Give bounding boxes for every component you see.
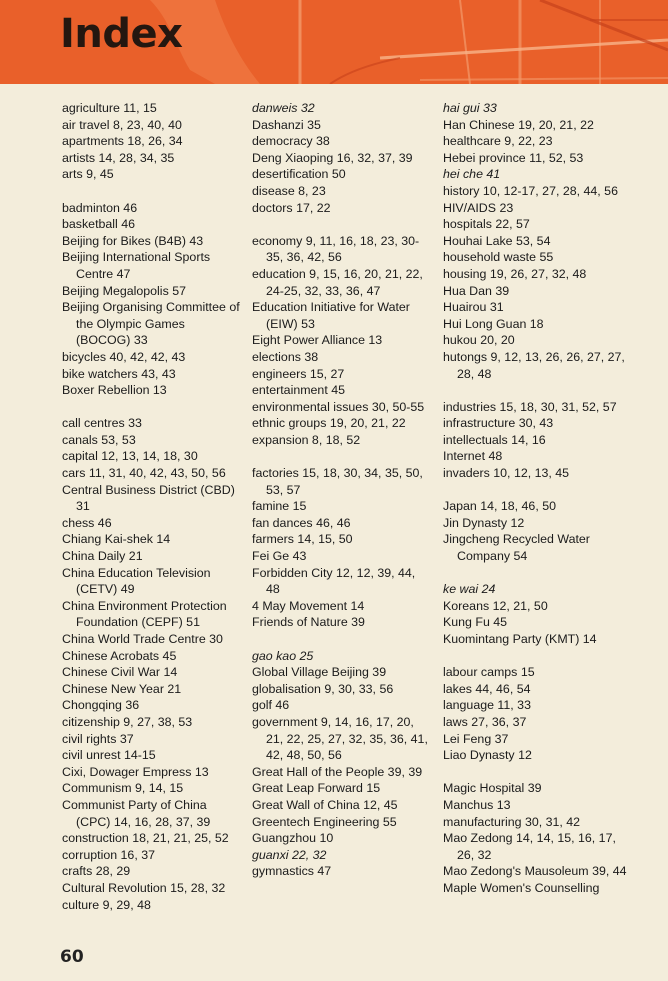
index-entry: intellectuals 14, 16 [443, 432, 546, 447]
index-entry: China Education Television (CETV) 49 [62, 565, 211, 597]
index-entry: China Daily 21 [62, 549, 143, 564]
index-entry: Global Village Beijing 39 [252, 665, 387, 680]
index-entry: education 9, 15, 16, 20, 21, 22, 24-25, 32, 33, 36, 47 [252, 266, 423, 298]
index-entry: Beijing Megalopolis 57 [62, 283, 186, 298]
index-entry: Maple Women's Counselling [443, 880, 600, 895]
index-entry: Huairou 31 [443, 300, 504, 315]
index-entry: Chiang Kai-shek 14 [62, 532, 171, 547]
index-column-3 [443, 100, 633, 897]
index-entry: hospitals 22, 57 [443, 217, 530, 232]
index-entry: Hua Dan 39 [443, 283, 510, 298]
index-entry: invaders 10, 12, 13, 45 [443, 466, 570, 481]
page-number: 60 [60, 947, 84, 967]
index-entry: manufacturing 30, 31, 42 [443, 814, 581, 829]
index-entry: housing 19, 26, 27, 32, 48 [443, 266, 587, 281]
index-entry: Jingcheng Recycled Water Company 54 [443, 532, 590, 564]
index-entry: 4 May Movement 14 [252, 598, 365, 613]
index-entry: disease 8, 23 [252, 183, 326, 198]
index-entry: citizenship 9, 27, 38, 53 [62, 714, 193, 729]
index-entry: construction 18, 21, 21, 25, 52 [62, 831, 229, 846]
index-entry: Boxer Rebellion 13 [62, 383, 167, 398]
index-entry: basketball 46 [62, 217, 136, 232]
index-entry: ke wai 24 [443, 582, 496, 597]
index-entry: Lei Feng 37 [443, 731, 509, 746]
index-entry: chess 46 [62, 515, 112, 530]
index-entry: Deng Xiaoping 16, 32, 37, 39 [252, 150, 413, 165]
index-entry: desertification 50 [252, 167, 346, 182]
index-entry: Japan 14, 18, 46, 50 [443, 499, 556, 514]
index-entry: Chinese Civil War 14 [62, 665, 178, 680]
index-entry: infrastructure 30, 43 [443, 416, 554, 431]
index-entry: Great Wall of China 12, 45 [252, 797, 398, 812]
index-entry: Internet 48 [443, 449, 503, 464]
index-entry: agriculture 11, 15 [62, 101, 157, 115]
index-entry: Education Initiative for Water (EIW) 53 [252, 300, 410, 331]
index-entry: artists 14, 28, 34, 35 [62, 150, 175, 165]
index-entry: laws 27, 36, 37 [443, 714, 527, 729]
index-entry: Great Leap Forward 15 [252, 781, 381, 796]
index-entry: Kuomintang Party (KMT) 14 [443, 632, 597, 646]
index-entry: hukou 20, 20 [443, 333, 515, 348]
page-title: Index [60, 11, 183, 57]
index-entry: hei che 41 [443, 167, 501, 182]
index-entry: Chinese Acrobats 45 [62, 648, 177, 663]
index-entry: Greentech Engineering 55 [252, 814, 397, 829]
index-entry: hai gui 33 [443, 101, 497, 115]
index-entry: danweis 32 [252, 101, 315, 115]
index-entry: Chongqing 36 [62, 698, 140, 713]
index-entry: Han Chinese 19, 20, 21, 22 [443, 117, 594, 132]
index-entry: gymnastics 47 [252, 864, 332, 879]
index-entry: Mao Zedong's Mausoleum 39, 44 [443, 864, 627, 879]
index-entry: industries 15, 18, 30, 31, 52, 57 [443, 399, 617, 414]
index-entry: Friends of Nature 39 [252, 615, 365, 630]
index-entry: Magic Hospital 39 [443, 781, 542, 796]
index-entry: capital 12, 13, 14, 18, 30 [62, 449, 198, 464]
index-entry: democracy 38 [252, 134, 330, 149]
index-entry: Manchus 13 [443, 797, 511, 812]
index-entry: Cixi, Dowager Empress 13 [62, 764, 209, 779]
index-entry: lakes 44, 46, 54 [443, 681, 531, 696]
index-entry: environmental issues 30, 50-55 [252, 399, 425, 414]
index-entry: HIV/AIDS 23 [443, 200, 514, 215]
index-entry: globalisation 9, 30, 33, 56 [252, 681, 394, 696]
index-entry: China World Trade Centre 30 [62, 632, 223, 646]
index-entry: famine 15 [252, 499, 307, 514]
index-entry: ethnic groups 19, 20, 21, 22 [252, 416, 406, 431]
index-entry: expansion 8, 18, 52 [252, 432, 361, 447]
index-column-1 [62, 100, 240, 913]
index-entry: golf 46 [252, 698, 290, 713]
index-entry: corruption 16, 37 [62, 847, 155, 862]
index-entry: government 9, 14, 16, 17, 20, 21, 22, 25, 27, 32, 35, 36, 41, 42, 48, 50, 56 [252, 714, 428, 763]
index-entry: Guangzhou 10 [252, 831, 334, 846]
index-entry: history 10, 12-17, 27, 28, 44, 56 [443, 183, 618, 198]
index-entry: Fei Ge 43 [252, 549, 307, 564]
index-entry: cars 11, 31, 40, 42, 43, 50, 56 [62, 466, 226, 481]
index-entry: engineers 15, 27 [252, 366, 345, 381]
index-entry: guanxi 22, 32 [252, 847, 327, 862]
index-entry: Koreans 12, 21, 50 [443, 598, 548, 613]
index-entry: badminton 46 [62, 200, 138, 215]
index-entry: Beijing International Sports Centre 47 [62, 250, 211, 281]
index-entry: Eight Power Alliance 13 [252, 333, 383, 348]
index-entry: Jin Dynasty 12 [443, 515, 525, 530]
index-entry: language 11, 33 [443, 698, 531, 713]
index-entry: culture 9, 29, 48 [62, 897, 151, 912]
index-entry: hutongs 9, 12, 13, 26, 26, 27, 27, 28, 48 [443, 349, 625, 381]
index-entry: Dashanzi 35 [252, 117, 321, 132]
index-entry: Houhai Lake 53, 54 [443, 233, 551, 248]
index-entry: Great Hall of the People 39, 39 [252, 764, 423, 779]
index-entry: Communist Party of China (CPC) 14, 16, 28, 37, 39 [62, 797, 211, 829]
index-entry: Hui Long Guan 18 [443, 316, 544, 331]
index-entry: Beijing for Bikes (B4B) 43 [62, 233, 204, 248]
index-entry: Cultural Revolution 15, 28, 32 [62, 880, 226, 895]
index-entry: fan dances 46, 46 [252, 515, 351, 530]
index-entry: bicycles 40, 42, 42, 43 [62, 349, 186, 364]
index-entry: Liao Dynasty 12 [443, 748, 532, 763]
index-entry: apartments 18, 26, 34 [62, 134, 183, 149]
index-entry: Kung Fu 45 [443, 615, 508, 630]
index-entry: crafts 28, 29 [62, 864, 131, 879]
index-entry: Hebei province 11, 52, 53 [443, 150, 584, 165]
index-entry: China Environment Protection Foundation (CEPF) 51 [62, 598, 227, 630]
index-entry: call centres 33 [62, 416, 142, 431]
index-entry: Beijing Organising Committee of the Olympic Games (BOCOG) 33 [62, 300, 240, 348]
index-entry: Chinese New Year 21 [62, 681, 182, 696]
index-entry: arts 9, 45 [62, 167, 114, 182]
index-entry: gao kao 25 [252, 648, 314, 663]
index-entry: Central Business District (CBD) 31 [62, 482, 235, 514]
index-entry: Forbidden City 12, 12, 39, 44, 48 [252, 565, 416, 597]
index-entry: doctors 17, 22 [252, 200, 331, 215]
index-entry: factories 15, 18, 30, 34, 35, 50, 53, 57 [252, 466, 423, 497]
index-entry: healthcare 9, 22, 23 [443, 134, 553, 149]
index-entry: civil rights 37 [62, 731, 134, 746]
index-entry: elections 38 [252, 349, 319, 364]
index-entry: farmers 14, 15, 50 [252, 532, 353, 547]
index-entry: Mao Zedong 14, 14, 15, 16, 17, 26, 32 [443, 831, 616, 862]
index-entry: economy 9, 11, 16, 18, 23, 30-35, 36, 42, 56 [252, 233, 420, 265]
index-column-2 [252, 100, 430, 880]
index-entry: bike watchers 43, 43 [62, 366, 176, 381]
index-entry: entertainment 45 [252, 383, 345, 398]
index-entry: canals 53, 53 [62, 432, 136, 447]
index-entry: air travel 8, 23, 40, 40 [62, 117, 182, 132]
index-entry: civil unrest 14-15 [62, 748, 156, 763]
index-entry: household waste 55 [443, 250, 554, 265]
index-header-banner [0, 0, 668, 84]
index-entry: labour camps 15 [443, 665, 535, 680]
index-entry: Communism 9, 14, 15 [62, 781, 184, 796]
